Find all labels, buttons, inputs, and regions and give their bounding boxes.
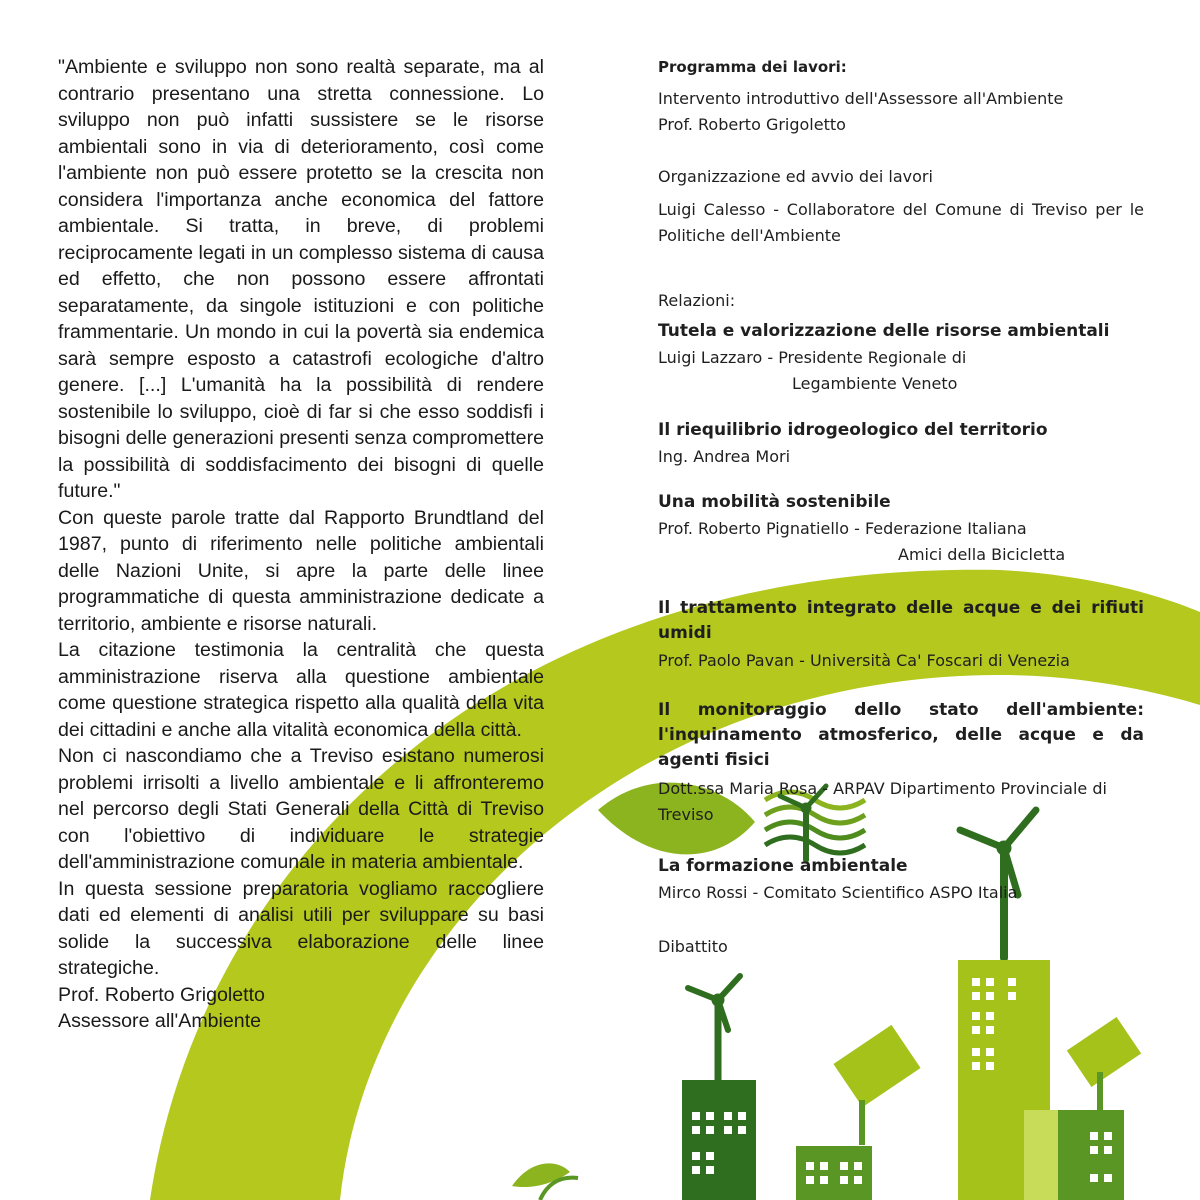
talk-title: Una mobilità sostenibile <box>658 492 891 512</box>
wind-turbine-icon <box>688 976 740 1082</box>
closing-item: Dibattito <box>658 937 728 956</box>
sprout-icon <box>512 1163 570 1187</box>
talk-title: Tutela e valorizzazione delle risorse ambientali <box>658 321 1110 341</box>
talk-speaker: Prof. Paolo Pavan - Università Ca' Foscari di Venezia <box>658 651 1070 670</box>
reports-label: Relazioni: <box>658 291 736 310</box>
intro-item: Intervento introduttivo dell'Assessore all'Ambiente <box>658 89 1064 108</box>
paragraph: In questa sessione preparatoria vogliamo raccogliere dati ed elementi di analisi utili per sviluppare su basi solide la successiva elaborazione delle linee strategiche. <box>58 877 544 979</box>
paragraph: Non ci nascondiamo che a Treviso esistano numerosi problemi irrisolti a livello ambientale e li affronteremo nel percorso degli Stati Generali della Città di Treviso con l'obiettivo di individuare le strategie dell'amministrazione comunale in materia ambientale. <box>58 745 544 873</box>
intro-speaker: Prof. Roberto Grigoletto <box>658 115 846 134</box>
talk-speaker: Dott.ssa Maria Rosa - ARPAV Dipartimento Provinciale di Treviso <box>658 779 1107 824</box>
talk-title: Il trattamento integrato delle acque e dei rifiuti umidi <box>658 598 1144 643</box>
talk-title: Il monitoraggio dello stato dell'ambiente: l'inquinamento atmosferico, delle acque e da agenti fisici <box>658 700 1144 770</box>
solar-panel-icon <box>833 1025 920 1145</box>
talk-title: La formazione ambientale <box>658 856 908 876</box>
talk-title: Il riequilibrio idrogeologico del territorio <box>658 420 1048 440</box>
talk-speaker: Luigi Lazzaro - Presidente Regionale di <box>658 348 967 367</box>
program-title: Programma dei lavori: <box>658 58 847 76</box>
intro-text-column <box>58 54 544 1035</box>
building-icon <box>796 1146 872 1200</box>
solar-panel-icon <box>1067 1017 1141 1110</box>
talk-speaker: Prof. Roberto Pignatiello - Federazione Italiana <box>658 519 1027 538</box>
talk-speaker: Mirco Rossi - Comitato Scientifico ASPO Italia <box>658 883 1018 902</box>
signature-name: Prof. Roberto Grigoletto <box>58 983 265 1006</box>
brundtland-quote: "Ambiente e sviluppo non sono realtà separate, ma al contrario presentano una stretta connessione. Lo sviluppo non può infatti sussistere se le risorse ambientali sono in via di deterioramento, così come l'ambiente non può essere protetto se la crescita non considera l'importanza anche economica del fattore ambientale. Si tratta, in breve, di problemi reciprocamente legati in un complesso sistema di causa ed effetto, che non possono essere affrontati separatamente, da singole istituzioni e con politiche frammentarie. Un mondo in cui la povertà sia endemica sarà sempre esposto a catastrofi ecologiche d'altro genere. [...] L'umanità ha la possibilità di rendere sostenibile lo sviluppo, cioè di far si che esso soddisfi i bisogni delle generazioni presenti senza compromettere la possibilità di soddisfacimento dei bisogni di quelle future." <box>58 56 544 502</box>
building-icon <box>1024 1110 1124 1200</box>
organization-speaker: Luigi Calesso - Collaboratore del Comune di Treviso per le Politiche dell'Ambiente <box>658 200 1144 245</box>
paragraph: Con queste parole tratte dal Rapporto Brundtland del 1987, punto di riferimento nelle politiche ambientali delle Nazioni Unite, si apre la parte delle linee programmatiche di questa amministrazione dedicate a territorio, ambiente e risorse naturali. <box>58 506 544 635</box>
paragraph: La citazione testimonia la centralità che questa amministrazione riserva alla questione ambientale come questione strategica rispetto alla qualità della vita dei cittadini e anche alla vitalità economica della città. <box>58 639 544 741</box>
signature-role: Assessore all'Ambiente <box>58 1010 262 1032</box>
talk-speaker: Legambiente Veneto <box>792 374 958 393</box>
talk-speaker: Amici della Bicicletta <box>898 545 1066 564</box>
talk-speaker: Ing. Andrea Mori <box>658 447 791 466</box>
building-icon <box>682 1080 756 1200</box>
organization-item: Organizzazione ed avvio dei lavori <box>658 167 933 186</box>
